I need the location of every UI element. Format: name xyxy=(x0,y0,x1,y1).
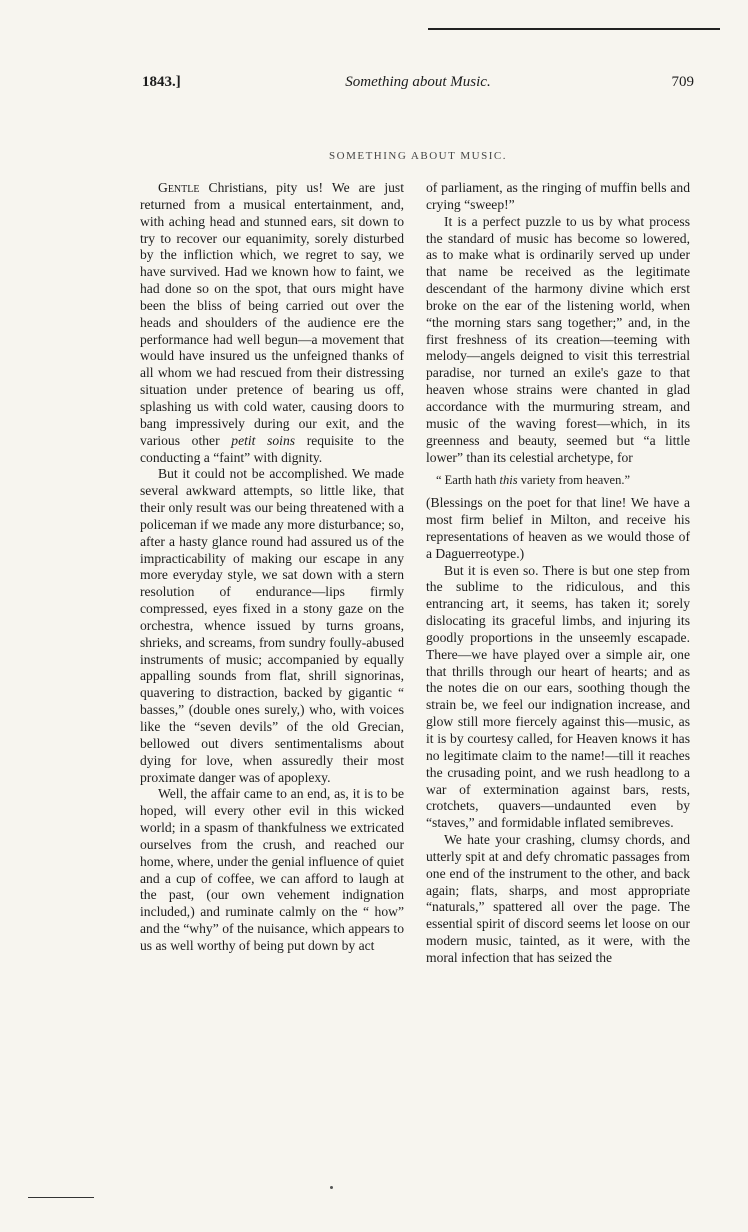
left-column xyxy=(140,180,404,955)
top-rule xyxy=(428,28,720,30)
page-header xyxy=(142,74,694,98)
opening-word: Gentle xyxy=(158,180,200,195)
block-quote xyxy=(426,472,690,489)
paragraph: (Blessings on the poet for that line! We have a most firm belief in Milton, and receive his representations of heaven as we would those of a Daguerreotype.) xyxy=(426,495,690,561)
paragraph: Well, the affair came to an end, as, it is to be hoped, will every other evil in this wicked world; in a spasm of thankfulness we extricated ourselves from the crush, and reached our home, where, under the genial influence of quiet and a cup of coffee, we can afford to laugh at the past, (our own vehement indignation included,) and ruminate calmly on the “ how” and the “why” of the nuisance, which appears to us as well worthy of being put down by act xyxy=(140,786,404,953)
paragraph: But it could not be accomplished. We made several awkward attempts, so little like, that their only result was our being threatened with a policeman if we made any more disturbance; so, after a hasty glance round had assured us of the impracticability of making our escape in any more everyday style, we sat down with a stern resolution of endurance—lips firmly compressed, eyes fixed in a stony gaze on the orchestra, whence issued by turns groans, shrieks, and screams, from sundry foully-abused instruments of music; accompanied by equally appalling sounds from flat, shrill signorinas, quavering to distraction, backed by gigantic “ basses,” (double ones surely,) who, with voices like the “seven devils” of the old Grecian, bellowed out divers sentimentalisms about dying for love, when assuredly their most proximate danger was of apoplexy. xyxy=(140,466,404,785)
paragraph: It is a perfect puzzle to us by what process the standard of music has become so lowered, as to make what is ordinarily served up under that name be received as the legitimate descendant of the harmony divine which erst broke on the ear of the listening world, when “the morning stars sang together;” and, in the first freshness of its creation—teeming with melody—angels deigned to visit this terrestrial paradise, nor turned an exile's gaze to that heaven whose strains were chanted in glad accordance with the murmuring stream, and music of the waving forest—which, in its greenness and beauty, seemed but “a little lower” than its celestial archetype, for xyxy=(426,213,690,465)
paragraph: We hate your crashing, clumsy chords, and utterly spit at and defy chromatic passages from one end of the instrument to the other, and back again; flats, sharps, and most appropriate “naturals,” spattered all over the page. The essential spirit of discord seems let loose on our modern music, tainted, as it were, with the moral infection that has seized the xyxy=(426,832,690,965)
paragraph xyxy=(140,180,404,466)
italic-phrase: petit soins xyxy=(231,432,296,448)
page-number: 709 xyxy=(671,74,694,90)
quote-text: “ Earth hath xyxy=(436,473,500,488)
paragraph: But it is even so. There is but one step from the sublime to the ridiculous, and this entrancing art, it seems, has taken it; sorely dislocating its graceful limbs, and injuring its goodly proportions in the unseemly escapade. There—we have played over a simple air, one that thrills through our heart of hearts; and as the notes die on our ears, soothing though the strain be, we feel our indignation increase, and glow still more fiercely against this—music, as it is by courtesy called, for Heaven knows it has no legitimate claim to the name!—till it reaches the crusading point, and we rush headlong to a war of extermination against bars, rests, crotchets, quavers—undaunted even by “staves,” and formidable inflated semibreves. xyxy=(426,562,690,831)
paragraph-text: requisite to the conducting a “faint” with dignity. xyxy=(140,432,405,465)
right-column xyxy=(426,180,690,967)
italic-phrase: this xyxy=(499,473,518,488)
quote-text: variety from heaven.” xyxy=(517,473,631,488)
article-title: SOMETHING ABOUT MUSIC. xyxy=(329,150,507,162)
bottom-rule xyxy=(28,1197,94,1198)
paragraph-text: Christians, pity us! We are just returned from a musical entertainment, and, with aching head and stunned ears, sit down to try to recover our equanimity, sorely disturbed by the infliction which, we regret to say, we have survived. Had we known how to faint, we had done so on the spot, that ours might have been the bliss of being carried out over the heads and shoulders of the audience ere the performance had well begun—a movement that would have insured us the unfeigned thanks of all whom we had rescued from their distressing situation under pretence of bearing us off, splashing us with cold water, causing doors to bang impressively during our exit, and the various other xyxy=(140,180,404,448)
paragraph: of parliament, as the ringing of muffin bells and crying “sweep!” xyxy=(426,180,690,212)
running-title: Something about Music. xyxy=(345,74,491,90)
print-speck xyxy=(330,1186,333,1189)
header-year: 1843.] xyxy=(142,74,181,90)
